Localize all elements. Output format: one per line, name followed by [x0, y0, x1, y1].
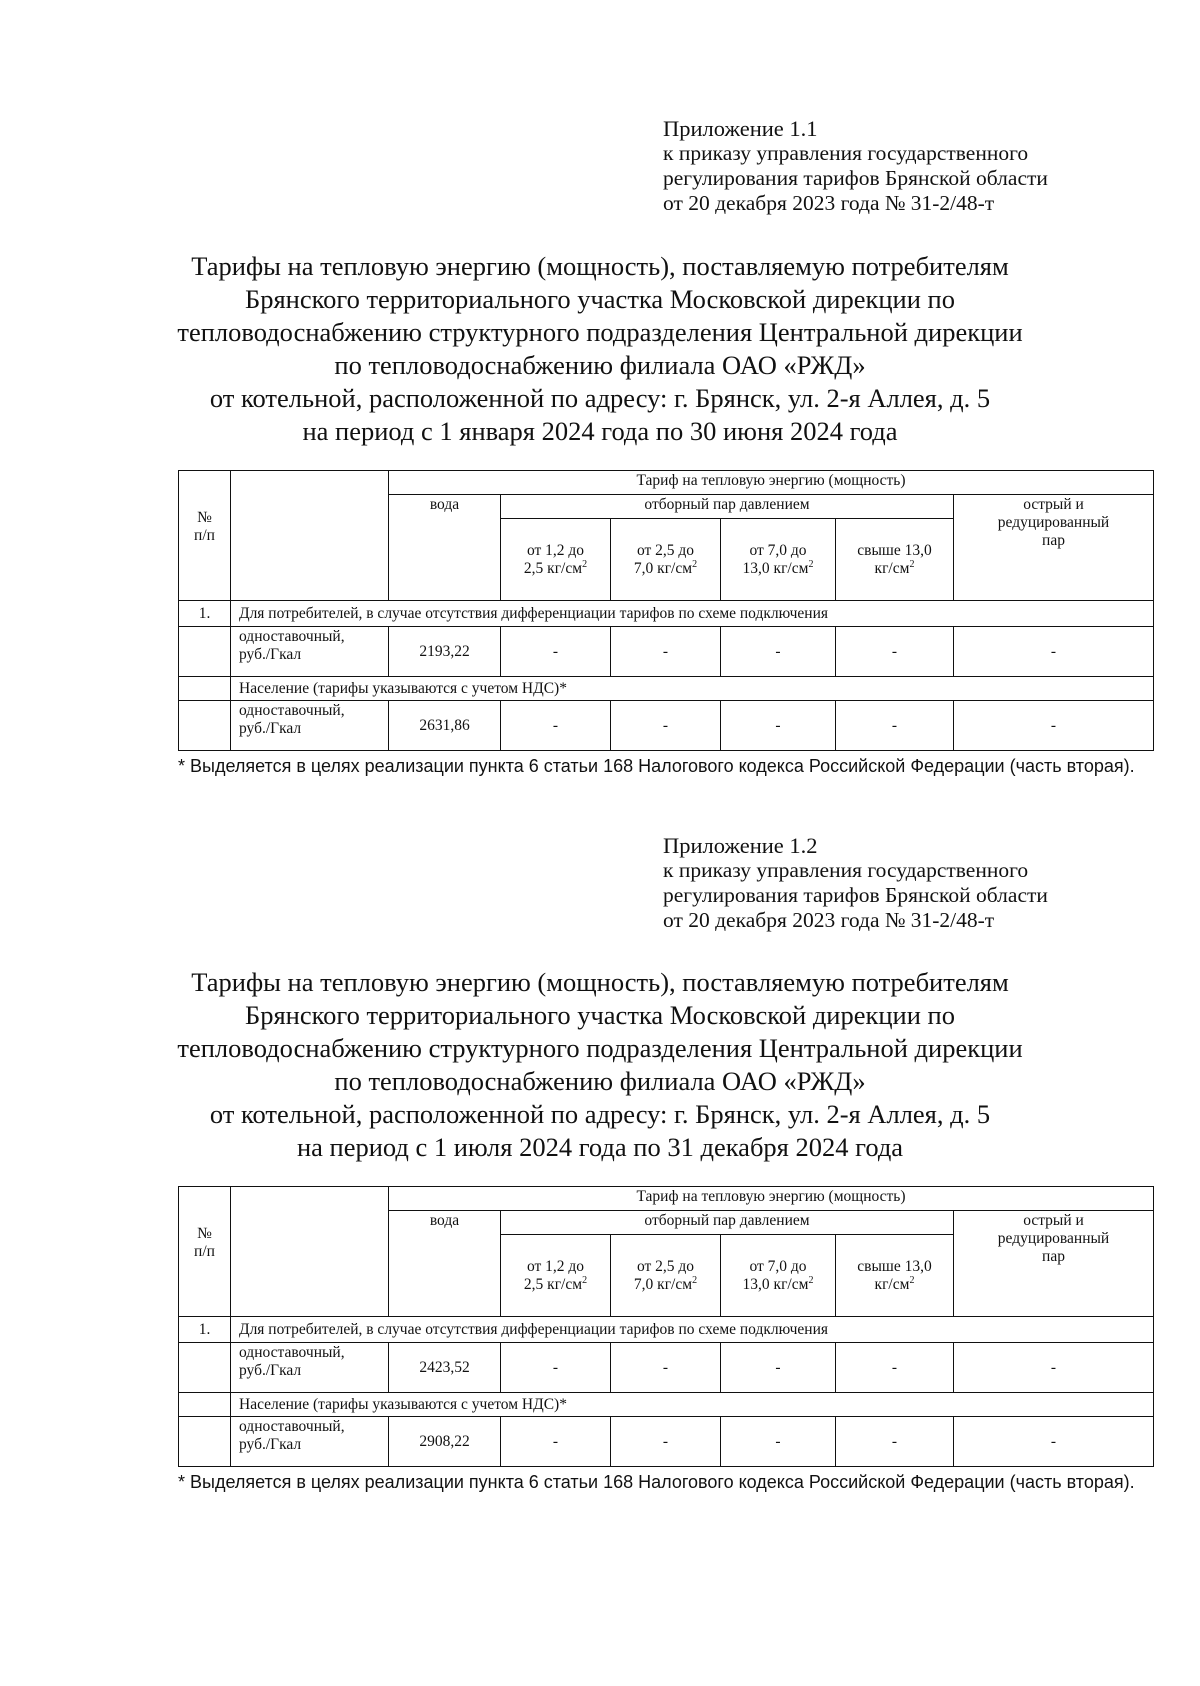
row-population: Население (тарифы указываются с учетом НДС)* [231, 1393, 1154, 1417]
document-title [150, 966, 1050, 1164]
pressure-3-to: 13,0 $кг/см^2$ [742, 1274, 814, 1293]
pressure-1-from: от 1,2 до [526, 1257, 585, 1275]
pressure-4-from: свыше 13,0 [857, 541, 932, 559]
rate-label: одноставочный, руб./Гкал [231, 627, 389, 677]
rate-c3-value: - [721, 701, 836, 751]
title-line5: от котельной, расположенной по адресу: г. Брянск, ул. 2-я Аллея, д. 5 [209, 383, 991, 413]
rate-c2-value: - [611, 627, 721, 677]
row-number: 1. [179, 1317, 231, 1343]
title-line2: Брянского территориального участка Московской дирекции по [245, 1000, 955, 1030]
pressure-2-from: от 2,5 до [636, 1257, 695, 1275]
pressure-3-from: от 7,0 до [749, 541, 807, 559]
header-tariff: Тариф на тепловую энергию (мощность) [389, 471, 1154, 495]
rate-water-value: 2908,22 [389, 1417, 501, 1467]
appendix-line2: к приказу управления государственного [663, 141, 1029, 165]
rate-row-general [179, 627, 1154, 677]
rate-c2-value: - [611, 1343, 721, 1393]
title-line2: Брянского территориального участка Московской дирекции по [245, 284, 955, 314]
appendix-block [663, 116, 1048, 216]
rate-c2-value: - [611, 701, 721, 751]
rate-c4-value: - [836, 1343, 954, 1393]
header-sharp-steam: острый и редуцированный пар [954, 495, 1154, 601]
title-line6: на период с 1 июля 2024 года по 31 декабря 2024 года [296, 1132, 904, 1162]
rate-c5-value: - [954, 1417, 1154, 1467]
pressure-3-to: 13,0 $кг/см^2$ [742, 558, 814, 577]
rate-c4-value: - [836, 627, 954, 677]
pressure-1-to: 2,5 $кг/см^2$ [523, 1274, 588, 1293]
rate-label: одноставочный, руб./Гкал [231, 1417, 389, 1467]
rate-c4-value: - [836, 701, 954, 751]
title-line5: от котельной, расположенной по адресу: г. Брянск, ул. 2-я Аллея, д. 5 [209, 1099, 991, 1129]
header-pressure-2 [611, 1235, 721, 1317]
rate-c3-value: - [721, 1417, 836, 1467]
pressure-2-to: 7,0 $кг/см^2$ [633, 558, 698, 577]
row-consumers: Для потребителей, в случае отсутствия дифференциации тарифов по схеме подключения [231, 1317, 1154, 1343]
header-pressure-4 [836, 1235, 954, 1317]
footnote: * Выделяется в целях реализации пункта 6 статьи 168 Налогового кодекса Российской Федерации (часть вторая). [178, 756, 1135, 776]
rate-row-no [179, 627, 231, 677]
rate-row-population [179, 1417, 1154, 1467]
header-tariff: Тариф на тепловую энергию (мощность) [389, 1187, 1154, 1211]
document-title [150, 250, 1050, 448]
rate-water-value: 2193,22 [389, 627, 501, 677]
appendix-number: Приложение 1.2 [663, 833, 818, 858]
header-blank [231, 471, 389, 601]
rate-c5-value: - [954, 627, 1154, 677]
title-line1: Тарифы на тепловую энергию (мощность), поставляемую потребителям [191, 251, 1009, 281]
rate-c1-value: - [501, 1343, 611, 1393]
pressure-3-from: от 7,0 до [749, 1257, 807, 1275]
appendix-line4: от 20 декабря 2023 года № 31-2/48-т [663, 908, 995, 932]
header-sharp-steam: острый и редуцированный пар [954, 1211, 1154, 1317]
header-pressure-4 [836, 519, 954, 601]
appendix-line2: к приказу управления государственного [663, 858, 1029, 882]
header-blank [231, 1187, 389, 1317]
rate-label: одноставочный, руб./Гкал [231, 701, 389, 751]
header-steam: отборный пар давлением [501, 495, 954, 519]
rate-row-population [179, 701, 1154, 751]
title-line4: по тепловодоснабжению филиала ОАО «РЖД» [334, 350, 866, 380]
pressure-2-from: от 2,5 до [636, 541, 695, 559]
title-line1: Тарифы на тепловую энергию (мощность), поставляемую потребителям [191, 967, 1009, 997]
rate-water-value: 2631,86 [389, 701, 501, 751]
pressure-1-to: 2,5 $кг/см^2$ [523, 558, 588, 577]
rate-row-no [179, 701, 231, 751]
rate-c1-value: - [501, 1417, 611, 1467]
header-pressure-3 [721, 1235, 836, 1317]
rate-row-no [179, 1417, 231, 1467]
rate-c5-value: - [954, 701, 1154, 751]
rate-row-no [179, 1343, 231, 1393]
rate-row-general [179, 1343, 1154, 1393]
footnote: * Выделяется в целях реализации пункта 6 статьи 168 Налогового кодекса Российской Федерации (часть вторая). [178, 1472, 1135, 1492]
title-line3: тепловодоснабжению структурного подразделения Центральной дирекции [177, 317, 1023, 347]
tariff-table [178, 1186, 1154, 1467]
population-row-no [179, 1393, 231, 1417]
header-water: вода [389, 495, 501, 601]
pressure-1-from: от 1,2 до [526, 541, 585, 559]
row-population: Население (тарифы указываются с учетом НДС)* [231, 677, 1154, 701]
header-pressure-3 [721, 519, 836, 601]
pressure-2-to: 7,0 $кг/см^2$ [633, 1274, 698, 1293]
header-water: вода [389, 1211, 501, 1317]
title-line6: на период с 1 января 2024 года по 30 июня 2024 года [302, 416, 898, 446]
rate-c1-value: - [501, 627, 611, 677]
title-line4: по тепловодоснабжению филиала ОАО «РЖД» [334, 1066, 866, 1096]
rate-c3-value: - [721, 627, 836, 677]
rate-c5-value: - [954, 1343, 1154, 1393]
header-no: № п/п [179, 471, 231, 601]
appendix-line3: регулирования тарифов Брянской области [663, 166, 1048, 190]
title-line3: тепловодоснабжению структурного подразделения Центральной дирекции [177, 1033, 1023, 1063]
population-row-no [179, 677, 231, 701]
pressure-4-from: свыше 13,0 [857, 1257, 932, 1275]
tariff-table [178, 470, 1154, 751]
header-pressure-1 [501, 519, 611, 601]
row-consumers: Для потребителей, в случае отсутствия дифференциации тарифов по схеме подключения [231, 601, 1154, 627]
row-number: 1. [179, 601, 231, 627]
appendix-number: Приложение 1.1 [663, 116, 818, 141]
header-pressure-2 [611, 519, 721, 601]
pressure-4-to: $кг/см^2$ [874, 1274, 915, 1293]
pressure-4-to: $кг/см^2$ [874, 558, 915, 577]
header-steam: отборный пар давлением [501, 1211, 954, 1235]
rate-label: одноставочный, руб./Гкал [231, 1343, 389, 1393]
rate-c3-value: - [721, 1343, 836, 1393]
header-no: № п/п [179, 1187, 231, 1317]
appendix-line4: от 20 декабря 2023 года № 31-2/48-т [663, 191, 995, 215]
rate-water-value: 2423,52 [389, 1343, 501, 1393]
appendix-line3: регулирования тарифов Брянской области [663, 883, 1048, 907]
appendix-block [663, 833, 1048, 933]
rate-c4-value: - [836, 1417, 954, 1467]
rate-c2-value: - [611, 1417, 721, 1467]
header-pressure-1 [501, 1235, 611, 1317]
rate-c1-value: - [501, 701, 611, 751]
